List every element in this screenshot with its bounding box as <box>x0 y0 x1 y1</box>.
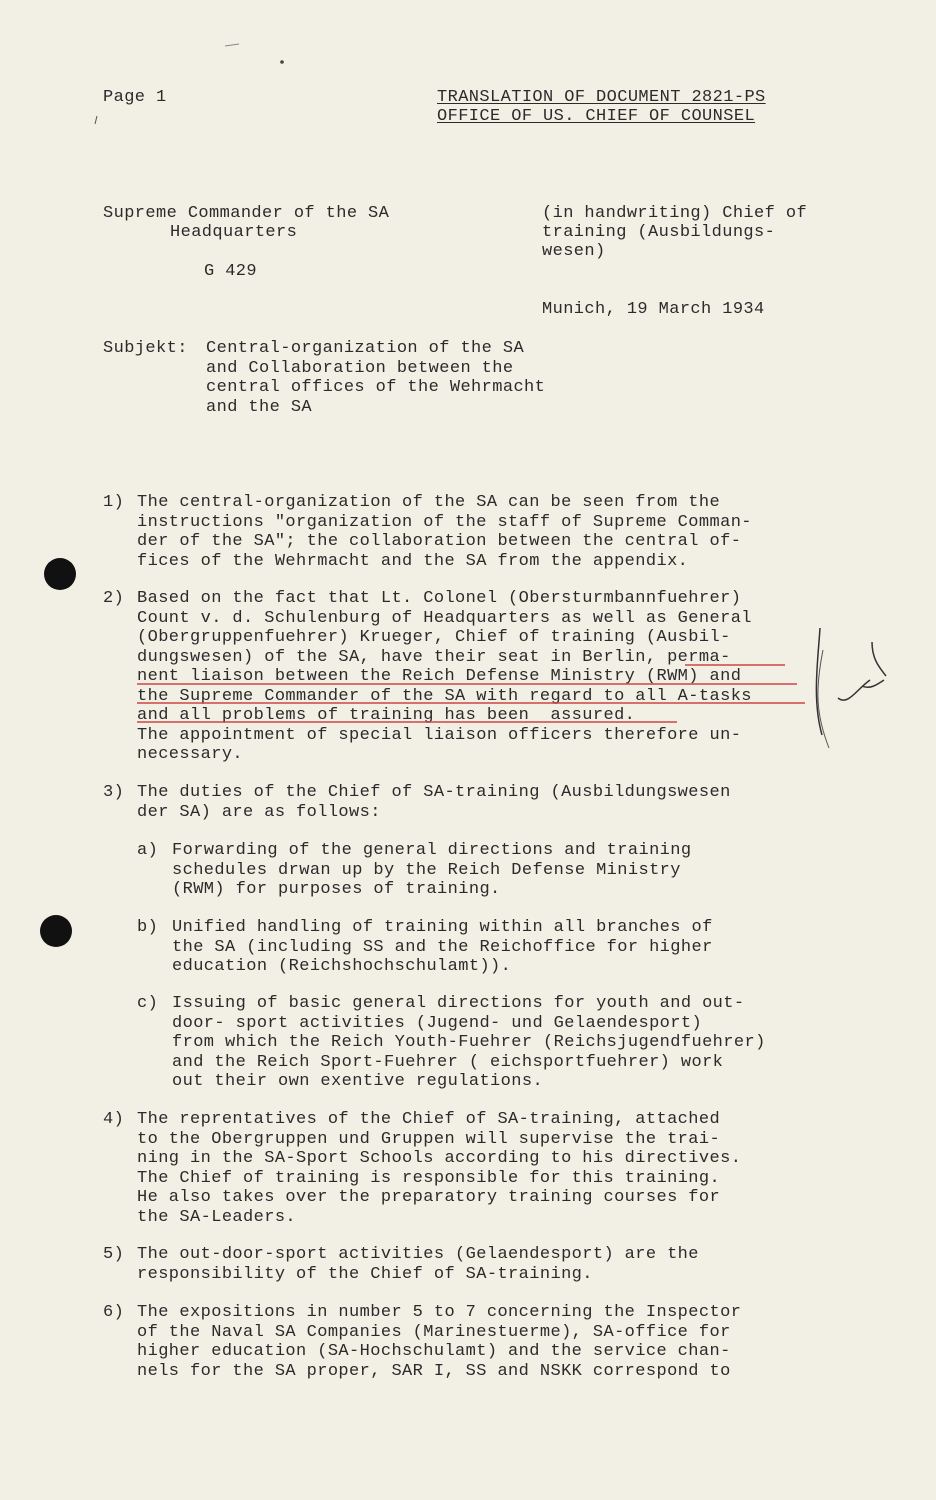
page-label: Page 1 <box>103 88 167 107</box>
subitem-line: education (Reichshochschulamt)). <box>172 957 512 976</box>
pencil-stroke-mark <box>95 116 97 124</box>
item-line: der SA) are as follows: <box>137 802 381 822</box>
item-line: nels for the SA proper, SAR I, SS and NSKK correspond to <box>137 1361 731 1381</box>
handwritten-check-icon <box>838 642 886 700</box>
subitem-line: schedules drwan up by the Reich Defense Ministry <box>172 860 681 880</box>
item-line: fices of the Wehrmacht and the SA from the appendix. <box>137 551 689 571</box>
item-line: The Chief of training is responsible for this training. <box>137 1168 721 1188</box>
item-line: The reprentatives of the Chief of SA-training, attached <box>137 1110 721 1129</box>
item-number: 4) <box>103 1110 125 1129</box>
subitem-line: from which the Reich Youth-Fuehrer (Reichsjugendfuehrer) <box>172 1033 766 1052</box>
subitem-line: door- sport activities (Jugend- und Gelaendesport) <box>172 1013 703 1033</box>
subject-line: central offices of the Wehrmacht <box>206 378 546 397</box>
margin-bracket-mark <box>818 650 829 748</box>
handwriting-note-line-3: wesen) <box>542 242 606 261</box>
item-line: the Supreme Commander of the SA with regard to all A-tasks <box>137 686 752 706</box>
item-line: der of the SA"; the collaboration between the central of- <box>137 532 742 551</box>
sender-line-2: Headquarters <box>170 223 298 242</box>
item-line: the SA-Leaders. <box>137 1207 297 1227</box>
subject-line: and the SA <box>206 397 313 417</box>
office-title: OFFICE OF US. CHIEF OF COUNSEL <box>437 107 756 126</box>
item-line: to the Obergruppen und Gruppen will supervise the trai- <box>137 1129 721 1149</box>
subitem-line: Unified handling of training within all branches of <box>172 918 713 937</box>
item-line: The duties of the Chief of SA-training (Ausbildungswesen <box>137 783 731 802</box>
item-line: Based on the fact that Lt. Colonel (Obersturmbannfuehrer) <box>137 589 742 608</box>
subject-label: Subjekt: <box>103 339 188 358</box>
subitem-line: Forwarding of the general directions and training <box>172 841 692 860</box>
item-line: He also takes over the preparatory training courses for <box>137 1188 721 1207</box>
subitem-line: the SA (including SS and the Reichoffice for higher <box>172 937 713 957</box>
subitem-letter: c) <box>137 994 159 1013</box>
subitem-line: (RWM) for purposes of training. <box>172 880 501 899</box>
date-line: Munich, 19 March 1934 <box>542 300 765 319</box>
item-line: dungswesen) of the SA, have their seat in Berlin, perma- <box>137 647 731 667</box>
pencil-dot-mark <box>280 60 284 64</box>
subitem-line: out their own exentive regulations. <box>172 1072 544 1091</box>
handwriting-note-line-1: (in handwriting) Chief of <box>542 204 808 223</box>
handwriting-note-line-2: training (Ausbildungs- <box>542 223 776 242</box>
sender-line-1: Supreme Commander of the SA <box>103 204 390 223</box>
item-number: 1) <box>103 493 125 512</box>
subitem-letter: b) <box>137 918 159 937</box>
item-line: nent liaison between the Reich Defense Ministry (RWM) and <box>137 667 742 686</box>
item-line: The expositions in number 5 to 7 concerning the Inspector <box>137 1303 742 1322</box>
document-title: TRANSLATION OF DOCUMENT 2821-PS <box>437 88 766 107</box>
item-line: of the Naval SA Companies (Marinestuerme), SA-office for <box>137 1322 731 1342</box>
item-line: necessary. <box>137 745 244 764</box>
item-line: responsibility of the Chief of SA-training. <box>137 1264 593 1284</box>
item-line: higher education (SA-Hochschulamt) and the service chan- <box>137 1342 731 1361</box>
item-line: (Obergruppenfuehrer) Krueger, Chief of training (Ausbil- <box>137 628 731 647</box>
pencil-stroke-mark <box>225 44 239 46</box>
item-line: and all problems of training has been assured. <box>137 706 636 725</box>
item-line: instructions "organization of the staff of Supreme Comman- <box>137 512 752 532</box>
item-line: The appointment of special liaison officers therefore un- <box>137 725 742 745</box>
margin-bracket-mark <box>816 628 822 735</box>
item-line: The out-door-sport activities (Gelaendesport) are the <box>137 1245 699 1264</box>
subject-line: and Collaboration between the <box>206 358 514 378</box>
item-line: ning in the SA-Sport Schools according to his directives. <box>137 1149 742 1168</box>
sender-ref: G 429 <box>204 262 258 281</box>
item-number: 5) <box>103 1245 125 1264</box>
subitem-line: and the Reich Sport-Fuehrer ( eichsportfuehrer) work <box>172 1052 724 1072</box>
subject-line: Central-organization of the SA <box>206 339 525 358</box>
item-line: Count v. d. Schulenburg of Headquarters as well as General <box>137 608 752 628</box>
subitem-letter: a) <box>137 841 159 860</box>
item-number: 2) <box>103 589 125 608</box>
item-number: 3) <box>103 783 125 802</box>
subitem-line: Issuing of basic general directions for youth and out- <box>172 994 745 1013</box>
item-line: The central-organization of the SA can be seen from the <box>137 493 721 512</box>
item-number: 6) <box>103 1303 125 1322</box>
